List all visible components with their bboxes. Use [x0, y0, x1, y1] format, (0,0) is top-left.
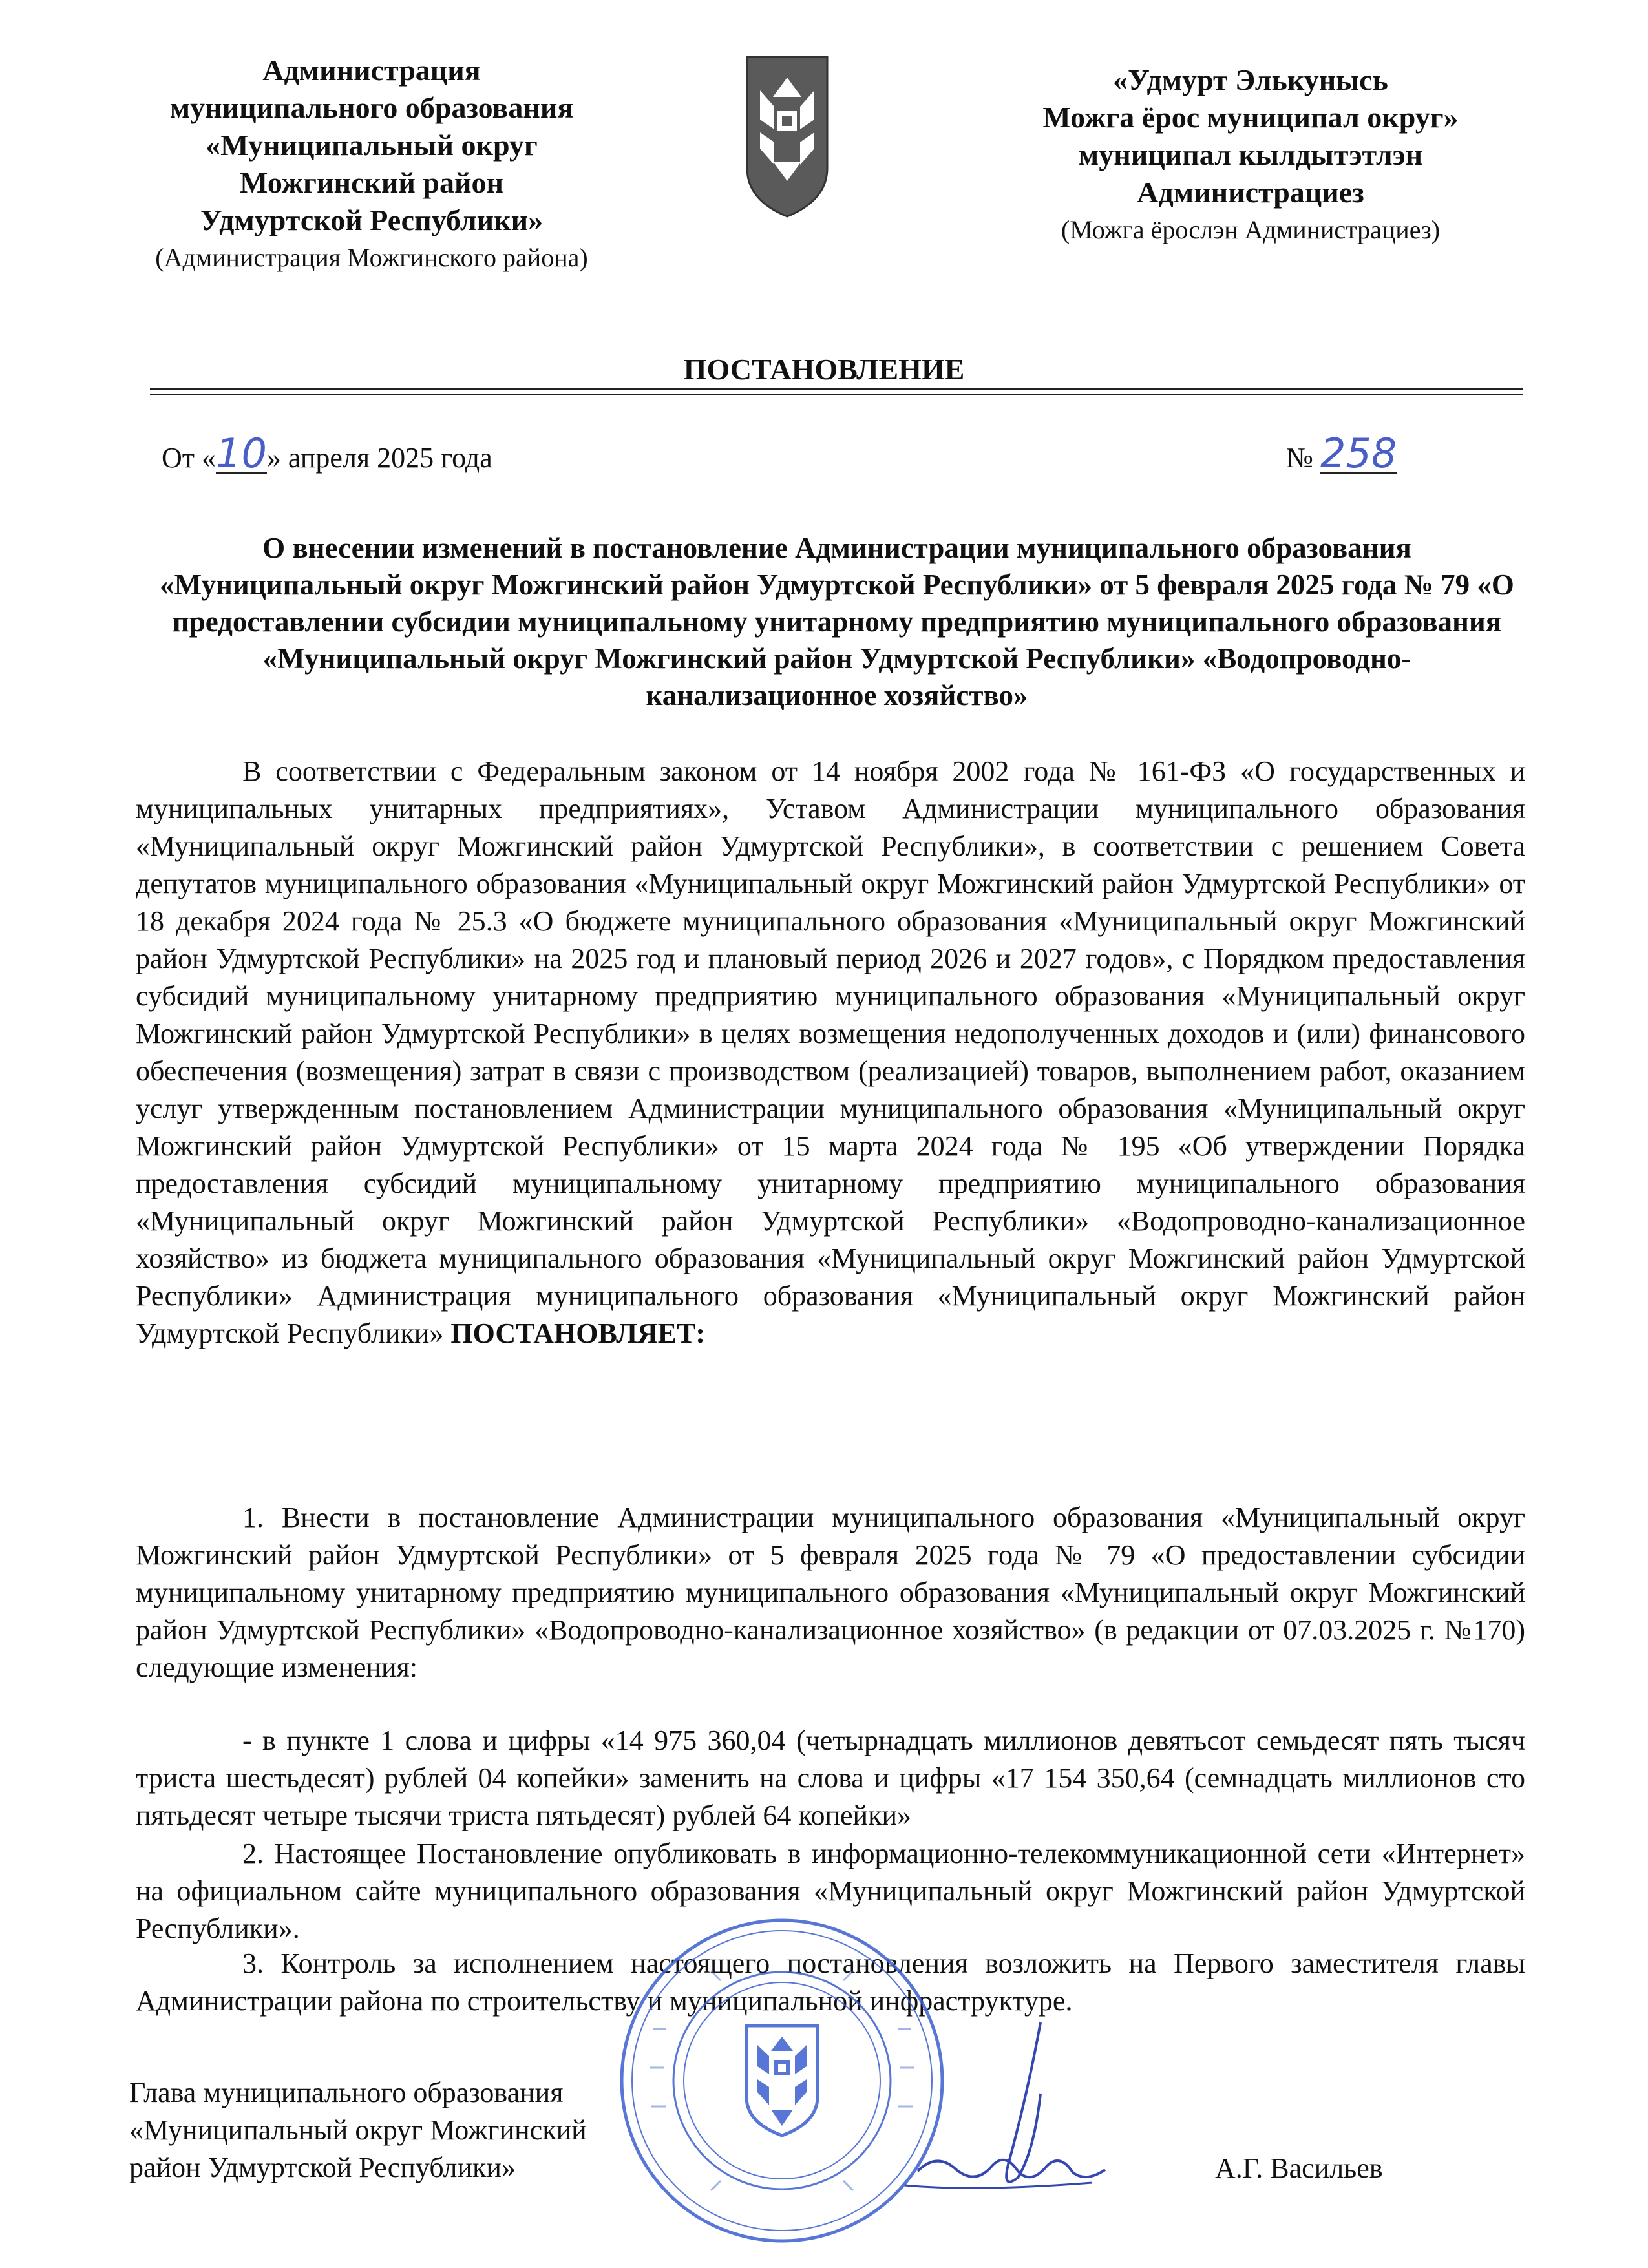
header-left — [97, 52, 646, 277]
signatory-name: А.Г. Васильев — [1215, 2152, 1383, 2184]
document-date — [162, 430, 492, 477]
date-day-handwritten: 10 — [216, 430, 267, 477]
document-title: О внесении изменений в постановление Администрации муниципального образования «Муниципальный округ Можгинский район Удмуртской Республики» от 5 февраля 2025 года № 79 «О предоставлении субсидии муниципальному унитарному предприятию муниципального образования «Муниципальный округ Можгинский район Удмуртской Республики» «Водопроводно-канализационное хозяйство» — [160, 532, 1514, 711]
header-left-line2: муниципального образования — [169, 91, 574, 124]
item-3: 3. Контроль за исполнением настоящего постановления возложить на Первого заместителя главы Администрации района по строительству и муниципальной инфраструктуре. — [136, 1948, 1525, 2017]
document-type: ПОСТАНОВЛЕНИЕ — [683, 353, 965, 386]
divider — [150, 394, 1523, 395]
preamble-text: В соответствии с Федеральным законом от 14 ноября 2002 года № 161-ФЗ «О государственных и муниципальных унитарных предприятиях», Уставом Администрации муниципального образования «Муниципальный округ Можгинский район Удмуртской Республики», в соответствии с решением Совета депутатов муниципального образования «Муниципальный округ Можгинский район Удмуртской Республики» от 18 декабря 2024 года № 25.3 «О бюджете муниципального образования «Муниципальный округ Можгинский район Удмуртской Республики» на 2025 год и плановый период 2026 и 2027 годов», с Порядком предоставления субсидий муниципальному унитарному предприятию муниципального образования «Муниципальный округ Можгинский район Удмуртской Республики» в целях возмещения недополученных доходов и (или) финансового обеспечения (возмещения) затрат в связи с производством (реализацией) товаров, выполнением работ, оказанием услуг утвержденным постановлением Администрации муниципального образования «Муниципальный округ Можгинский район Удмуртской Республики» от 15 марта 2024 года № 195 «Об утверждении Порядка предоставления субсидий муниципальному унитарному предприятию муниципального образования «Муниципальный округ Можгинский район Удмуртской Республики» «Водопроводно-канализационное хозяйство» из бюджета муниципального образования «Муниципальный округ Можгинский район Удмуртской Республики» Администрация муниципального образования «Муниципальный округ Можгинский район Удмуртской Республики» — [136, 755, 1525, 1349]
handwritten-signature-icon — [879, 2016, 1150, 2210]
signature-title-line1: Глава муниципального образования — [129, 2077, 564, 2108]
signature-title-line2: «Муниципальный округ Можгинский — [129, 2114, 587, 2146]
signature-title-line3: район Удмуртской Республики» — [129, 2152, 516, 2183]
header-left-line1: Администрация — [262, 54, 481, 87]
header-right-line5: (Можга ёрослэн Администрациез) — [1061, 215, 1441, 244]
signature-title — [129, 2074, 587, 2187]
header-left-line6: (Администрация Можгинского района) — [155, 243, 588, 272]
header-right-line1: «Удмурт Элькунысь — [1113, 63, 1388, 96]
item-2: 2. Настоящее Постановление опубликовать в информационно-телекоммуникационной сети «Интернет» на официальном сайте муниципального образования «Муниципальный округ Можгинский район Удмуртской Республики». — [136, 1838, 1525, 1944]
divider — [150, 388, 1523, 390]
header-left-line4: Можгинский район — [240, 166, 503, 199]
item-1-sub: - в пункте 1 слова и цифры «14 975 360,04 (четырнадцать миллионов девятьсот семьдесят пять тысяч триста шестьдесят) рублей 04 копейки» заменить на слова и цифры «17 154 350,64 (семнадцать миллионов сто пятьдесят четыре тысячи триста пятьдесят) рублей 64 копейки» — [136, 1725, 1525, 1831]
header-right-line4: Администрациез — [1137, 176, 1364, 209]
preamble-resolves: ПОСТАНОВЛЯЕТ: — [450, 1318, 706, 1349]
header-right-line3: муниципал кылдытэтлэн — [1078, 138, 1423, 171]
number-prefix: № — [1286, 442, 1313, 474]
header-right-line2: Можга ёрос муниципал округ» — [1042, 101, 1459, 134]
document-number — [1286, 430, 1397, 477]
date-suffix: » апреля 2025 года — [266, 442, 492, 474]
header-left-line5: Удмуртской Республики» — [200, 204, 544, 236]
header-left-line3: «Муниципальный округ — [206, 129, 538, 162]
header-right — [969, 61, 1532, 249]
item-1: 1. Внести в постановление Администрации муниципального образования «Муниципальный округ Можгинский район Удмуртской Республики» от 5 февраля 2025 года № 79 «О предоставлении субсидии муниципальному унитарному предприятию муниципального образования «Муниципальный округ Можгинский район Удмуртской Республики» «Водопроводно-канализационное хозяйство» (в редакции от 07.03.2025 г. №170) следующие изменения: — [136, 1502, 1525, 1683]
preamble — [136, 753, 1525, 1352]
coat-of-arms-icon — [742, 52, 832, 223]
date-prefix: От « — [162, 442, 217, 474]
number-value-handwritten: 258 — [1320, 430, 1397, 477]
